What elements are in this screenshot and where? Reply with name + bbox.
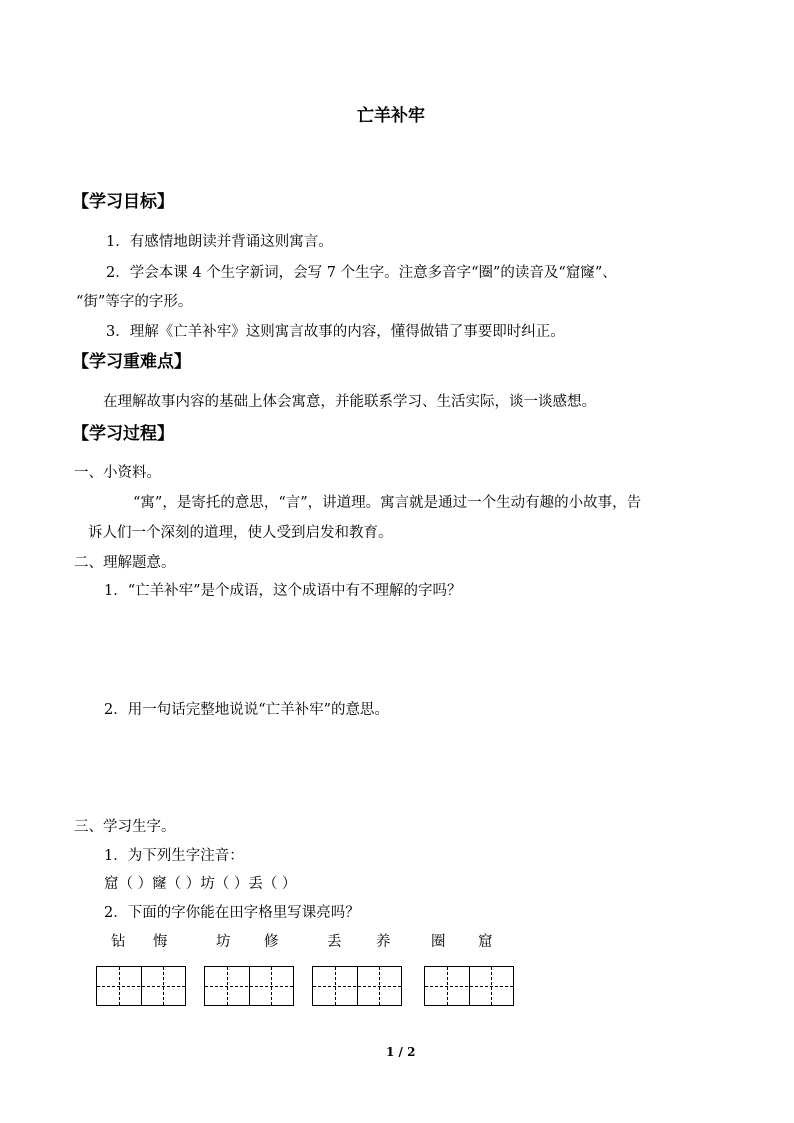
key-points-heading: 【学习重难点】 (72, 352, 191, 372)
part2-question-2: 2．用一句话完整地说说“亡羊补牢”的意思。 (104, 702, 390, 718)
part3-heading: 三、学习生字。 (74, 819, 176, 835)
part1-line-2: 诉人们一个深刻的道理，使人受到启发和教育。 (88, 525, 393, 541)
pinyin-line: 窟（ ）窿（ ）坊（ ）丢（ ） (104, 876, 297, 892)
writing-grid-pair-4[interactable] (424, 966, 514, 1006)
practice-char-2: 悔 (153, 934, 168, 950)
part1-line-1: “寓”，是寄托的意思，“言”，讲道理。寓言就是通过一个生动有趣的小故事，告 (133, 495, 642, 511)
goals-heading: 【学习目标】 (72, 192, 174, 212)
practice-char-5: 丢 (327, 934, 342, 950)
writing-grid-pair-3[interactable] (312, 966, 402, 1006)
page-title: 亡羊补牢 (357, 106, 425, 126)
page-number: 1 / 2 (386, 1045, 416, 1059)
part1-heading: 一、小资料。 (74, 465, 161, 481)
practice-char-6: 养 (376, 934, 391, 950)
key-points-text: 在理解故事内容的基础上体会寓意，并能联系学习、生活实际，谈一谈感想。 (103, 394, 596, 410)
practice-char-1: 钻 (111, 934, 126, 950)
goal-item-2: 2．学会本课 4 个生字新词，会写 7 个生字。注意多音字“圈”的读音及“窟窿”、 (106, 265, 617, 281)
practice-char-8: 窟 (478, 934, 493, 950)
part2-question-1: 1．“亡羊补牢”是个成语，这个成语中有不理解的字吗？ (104, 583, 462, 599)
writing-grid-pair-1[interactable] (96, 966, 186, 1006)
goal-item-3: 3．理解《亡羊补牢》这则寓言故事的内容，懂得做错了事要即时纠正。 (106, 324, 565, 340)
practice-char-7: 圈 (431, 934, 446, 950)
practice-char-3: 坊 (216, 934, 231, 950)
part3-question-1: 1．为下列生字注音： (104, 848, 244, 864)
practice-char-4: 修 (264, 934, 279, 950)
goal-item-1: 1．有感情地朗读并背诵这则寓言。 (106, 234, 333, 250)
part3-question-2: 2．下面的字你能在田字格里写课亮吗？ (104, 905, 360, 921)
process-heading: 【学习过程】 (72, 424, 174, 444)
goal-item-2-cont: “街”等字的字形。 (76, 294, 193, 310)
writing-grid-pair-2[interactable] (204, 966, 294, 1006)
part2-heading: 二、理解题意。 (74, 555, 176, 571)
